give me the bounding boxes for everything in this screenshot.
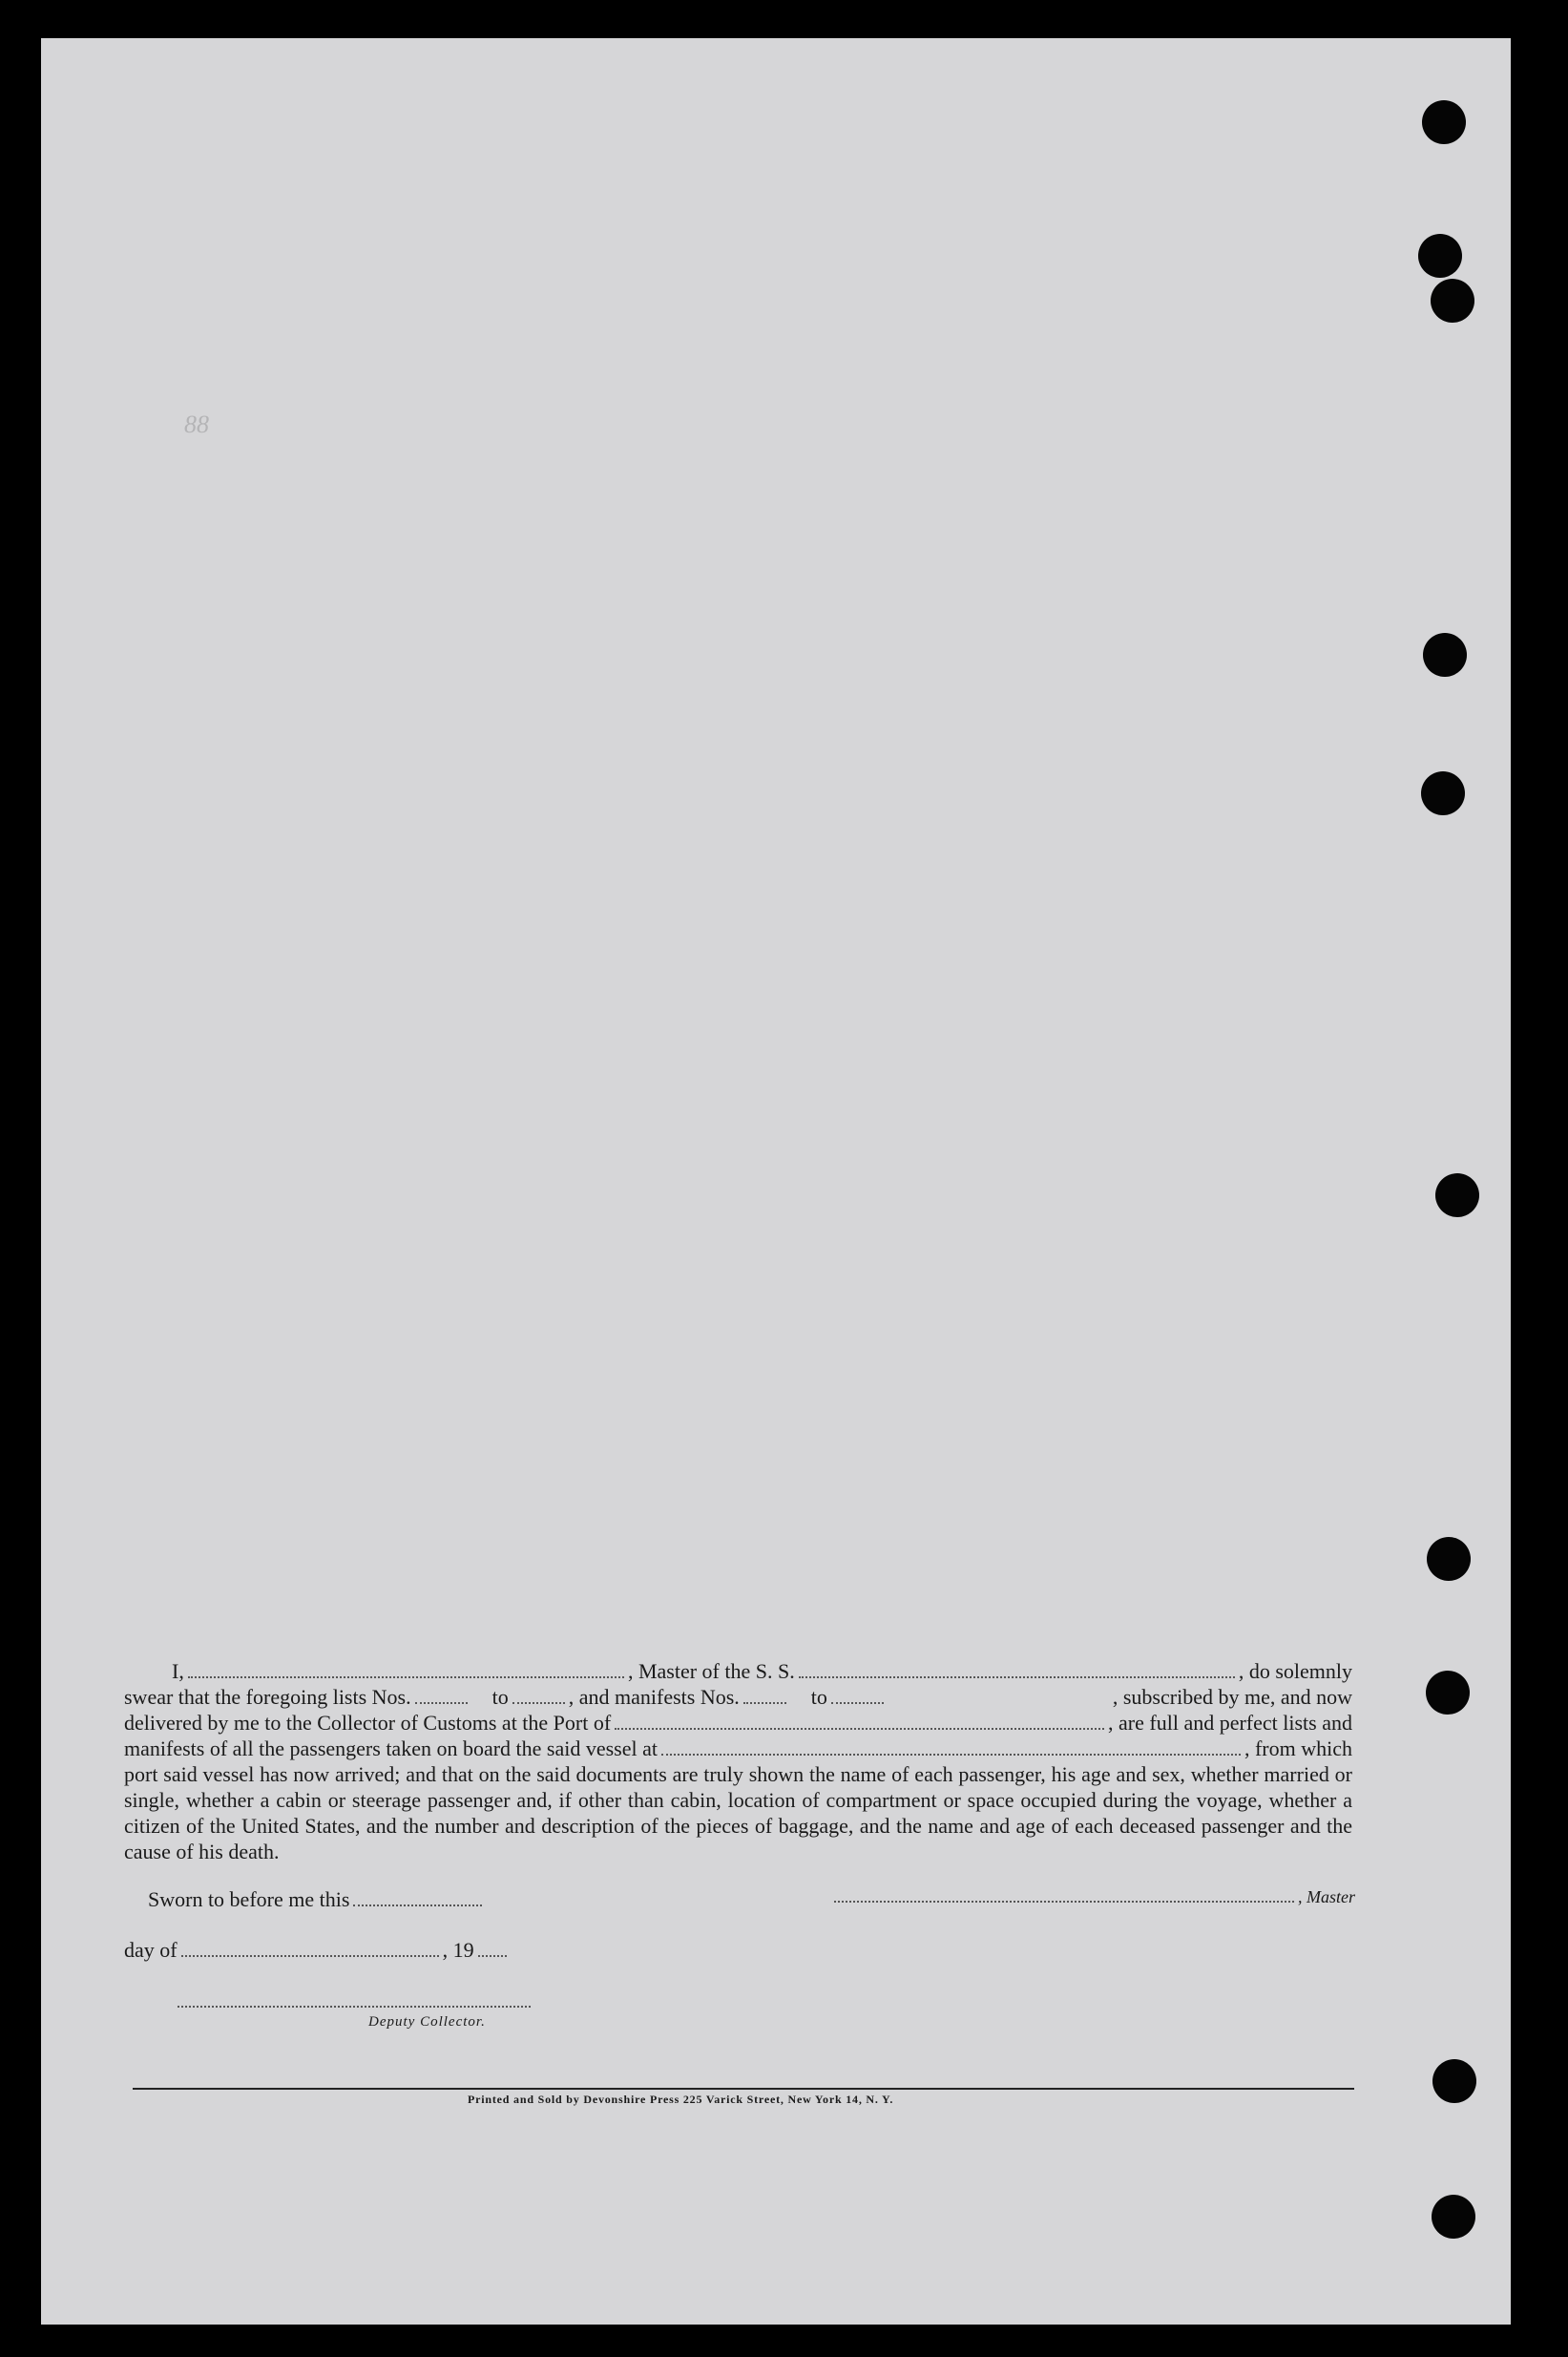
punch-hole-icon xyxy=(1435,1173,1479,1217)
oath-text: , Master of the S. S. xyxy=(627,1659,795,1683)
punch-hole-icon xyxy=(1427,1537,1471,1581)
sworn-day-field[interactable] xyxy=(353,1905,482,1906)
oath-text: delivered by me to the Collector of Customs at the Port of xyxy=(124,1711,612,1735)
oath-line-3 xyxy=(124,1710,1352,1736)
oath-text: to xyxy=(491,1685,509,1709)
deputy-signature-field[interactable] xyxy=(178,2006,531,2008)
year-label: , 19 xyxy=(442,1938,474,1962)
port-field[interactable] xyxy=(615,1728,1104,1730)
sworn-line xyxy=(148,1887,486,1912)
oath-text: , are full and perfect lists and xyxy=(1108,1711,1352,1735)
lists-from-field[interactable] xyxy=(415,1702,468,1704)
oath-text: , and manifests Nos. xyxy=(568,1685,740,1709)
lists-to-field[interactable] xyxy=(512,1702,565,1704)
punch-hole-icon xyxy=(1421,771,1465,815)
manifests-to-field[interactable] xyxy=(831,1702,884,1704)
sworn-label: Sworn to before me this xyxy=(148,1887,350,1911)
oath-body: port said vessel has now arrived; and that on the said documents are truly shown the name of each passenger, his age and sex, whether married or single, whether a cabin or steerage passenger and, if other than cabin, location of compartment or space occupied during the voyage, whether a citizen of the United States, and the number and description of the pieces of baggage, and the name and age of each deceased passenger and the cause of his death. xyxy=(124,1762,1352,1863)
oath-text: manifests of all the passengers taken on board the said vessel at xyxy=(124,1736,659,1760)
embarkation-port-field[interactable] xyxy=(661,1754,1241,1756)
margin-pencil-mark: 88 xyxy=(184,410,209,438)
day-of-field[interactable] xyxy=(181,1955,439,1957)
deputy-collector-label: Deputy Collector. xyxy=(368,2014,486,2030)
master-signature-line xyxy=(830,1887,1355,1907)
oath-text: , do solemnly xyxy=(1238,1659,1353,1683)
oath-text: , from which xyxy=(1244,1736,1352,1760)
year-field[interactable] xyxy=(478,1955,507,1957)
oath-text: I, xyxy=(172,1659,184,1683)
punch-hole-icon xyxy=(1426,1671,1470,1715)
manifests-from-field[interactable] xyxy=(743,1702,786,1704)
oath-text: to xyxy=(810,1685,827,1709)
form-page xyxy=(41,38,1511,2325)
oath-paragraph xyxy=(124,1658,1352,1864)
oath-line-4 xyxy=(124,1736,1352,1761)
day-of-line xyxy=(124,1938,511,1963)
punch-hole-icon xyxy=(1432,2059,1476,2103)
punch-hole-icon xyxy=(1432,2195,1475,2239)
oath-text: , subscribed by me, and now xyxy=(1112,1685,1352,1709)
vessel-name-field[interactable] xyxy=(799,1676,1235,1678)
punch-hole-icon xyxy=(1431,279,1474,323)
master-name-field[interactable] xyxy=(188,1676,624,1678)
oath-line-1 xyxy=(124,1658,1352,1684)
master-signature-field[interactable] xyxy=(834,1901,1294,1903)
punch-hole-icon xyxy=(1418,234,1462,278)
day-of-label: day of xyxy=(124,1938,178,1962)
punch-hole-icon xyxy=(1422,100,1466,144)
master-label: , Master xyxy=(1298,1887,1355,1906)
footer-rule xyxy=(133,2088,1354,2090)
oath-text: swear that the foregoing lists Nos. xyxy=(124,1685,411,1709)
printer-imprint: Printed and Sold by Devonshire Press 225 Varick Street, New York 14, N. Y. xyxy=(468,2093,894,2106)
punch-hole-icon xyxy=(1423,633,1467,677)
oath-line-2 xyxy=(124,1684,1352,1710)
